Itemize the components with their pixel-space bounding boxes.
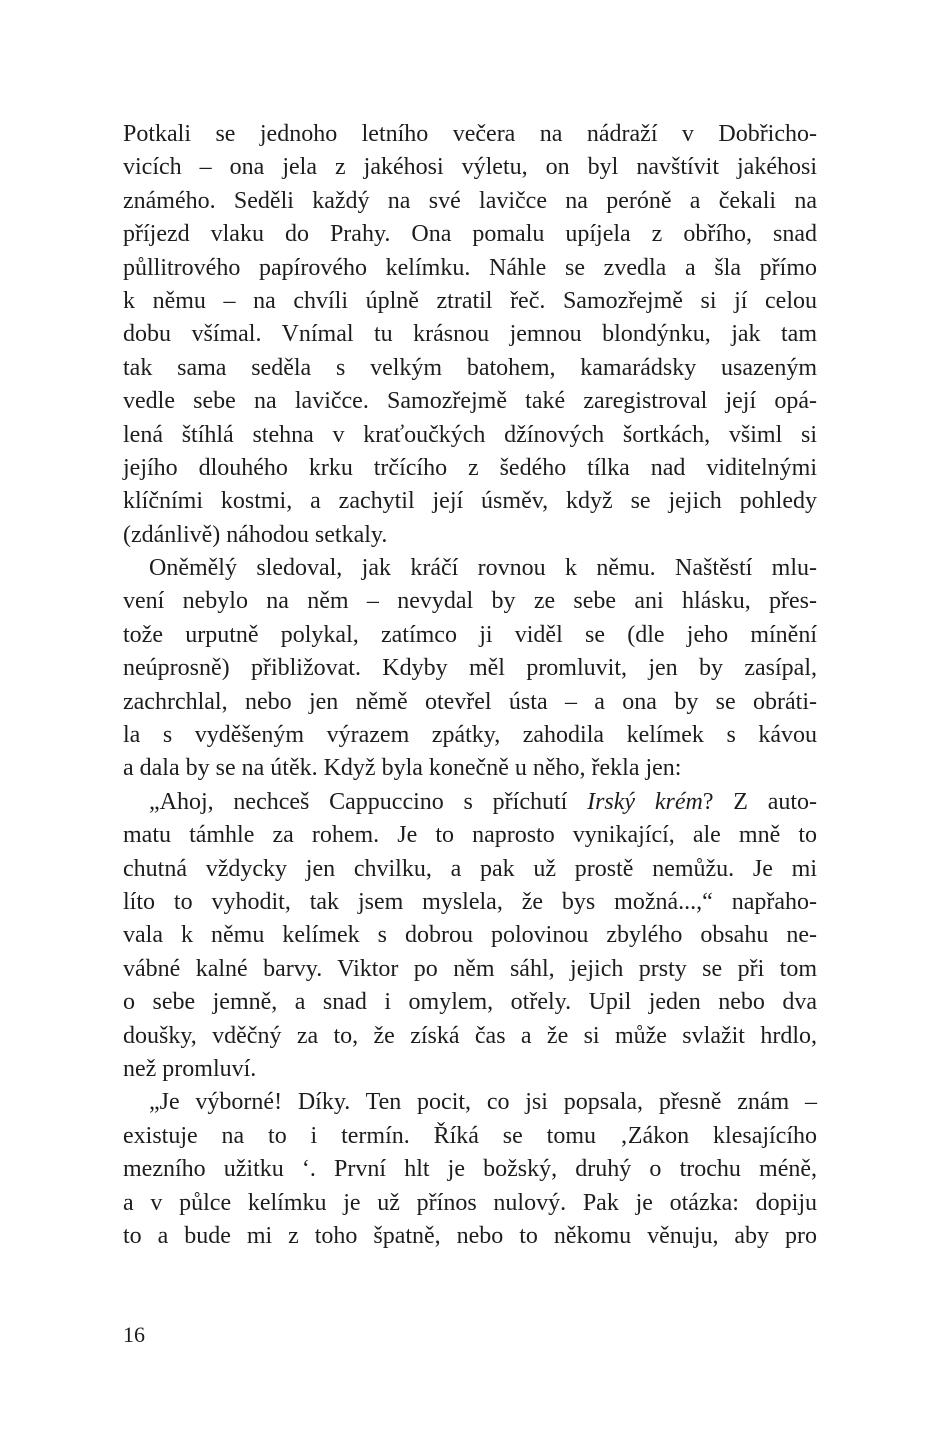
text-line: vábné kalné barvy. Viktor po něm sáhl, jejich prsty se při tom: [123, 955, 817, 982]
text-line: Potkali se jednoho letního večera na nádraží v Dobřicho-: [123, 121, 817, 147]
text-line: tak sama seděla s velkým batohem, kamarádsky usazeným: [123, 354, 817, 381]
paragraph-2: [123, 552, 817, 786]
page-number: 16: [123, 1322, 145, 1347]
text-line: vicích – ona jela z jakéhosi výletu, on byl navštívit jakéhosi: [123, 154, 817, 181]
text-line: chutná vždycky jen chvilku, a pak už prostě nemůžu. Je mi: [123, 855, 817, 882]
text-line: lená štíhlá stehna v kraťoučkých džínových šortkách, všiml si: [123, 421, 817, 448]
text-line: [123, 786, 817, 819]
text-line: dobu všímal. Vnímal tu krásnou jemnou blondýnku, jak tam: [123, 321, 817, 348]
text-line: to a bude mi z toho špatně, nebo to někomu věnuju, aby pro: [123, 1222, 817, 1249]
text-line: a v půlce kelímku je už přínos nulový. Pak je otázka: dopiju: [123, 1189, 817, 1216]
text-segment: ? Z auto-: [702, 788, 817, 815]
text-line: příjezd vlaku do Prahy. Ona pomalu upíjela z obřího, snad: [123, 221, 817, 248]
text-line: líto to vyhodit, tak jsem myslela, že bys možná...,“ napřaho-: [123, 888, 817, 915]
text-line: matu támhle za rohem. Je to naprosto vynikající, ale mně to: [123, 822, 817, 849]
text-line: známého. Seděli každý na své lavičce na peróně a čekali na: [123, 187, 817, 214]
paragraph-3: [123, 786, 817, 1087]
text-line: tože urputně polykal, zatímco ji viděl se (dle jeho mínění: [123, 621, 817, 648]
text-line: existuje na to i termín. Říká se tomu ‚Zákon klesajícího: [123, 1122, 817, 1149]
text-line: (zdánlivě) náhodou setkaly.: [123, 521, 388, 548]
text-line: k němu – na chvíli úplně ztratil řeč. Samozřejmě si jí celou: [123, 287, 817, 314]
paragraph-1: [123, 118, 817, 552]
text-line: vedle sebe na lavičce. Samozřejmě také zaregistroval její opá-: [123, 388, 817, 415]
text-line: „Je výborné! Díky. Ten pocit, co jsi popsala, přesně znám –: [149, 1089, 817, 1116]
paragraph-4: [123, 1086, 817, 1253]
text-segment: „Ahoj, nechceš Cappuccino s příchutí: [149, 788, 588, 815]
text-line: Oněmělý sledoval, jak kráčí rovnou k němu. Naštěstí mlu-: [149, 555, 817, 582]
text-line: o sebe jemně, a snad i omylem, otřely. Upil jeden nebo dva: [123, 989, 817, 1016]
text-line: klíčními kostmi, a zachytil její úsměv, když se jejich pohledy: [123, 488, 817, 515]
text-line: než promluví.: [123, 1055, 257, 1082]
body-text: [123, 118, 817, 1253]
text-line: zachrchlal, nebo jen němě otevřel ústa – a ona by se obráti-: [123, 688, 817, 715]
text-line: půllitrového papírového kelímku. Náhle se zvedla a šla přímo: [123, 254, 817, 281]
text-line: jejího dlouhého krku trčícího z šedého tílka nad viditelnými: [123, 454, 817, 481]
italic-product-name: Irský krém: [587, 788, 703, 815]
text-line: mezního užitku ‘. První hlt je božský, druhý o trochu méně,: [123, 1156, 817, 1183]
text-line: a dala by se na útěk. Když byla konečně u něho, řekla jen:: [123, 755, 682, 782]
text-line: vala k němu kelímek s dobrou polovinou zbylého obsahu ne-: [123, 922, 817, 949]
text-line: vení nebylo na něm – nevydal by ze sebe ani hlásku, přes-: [123, 588, 817, 615]
text-line: la s vyděšeným výrazem zpátky, zahodila kelímek s kávou: [123, 722, 817, 749]
text-line: doušky, vděčný za to, že získá čas a že si může svlažit hrdlo,: [123, 1022, 817, 1049]
text-line: neúprosně) přibližovat. Kdyby měl promluvit, jen by zasípal,: [123, 655, 817, 682]
